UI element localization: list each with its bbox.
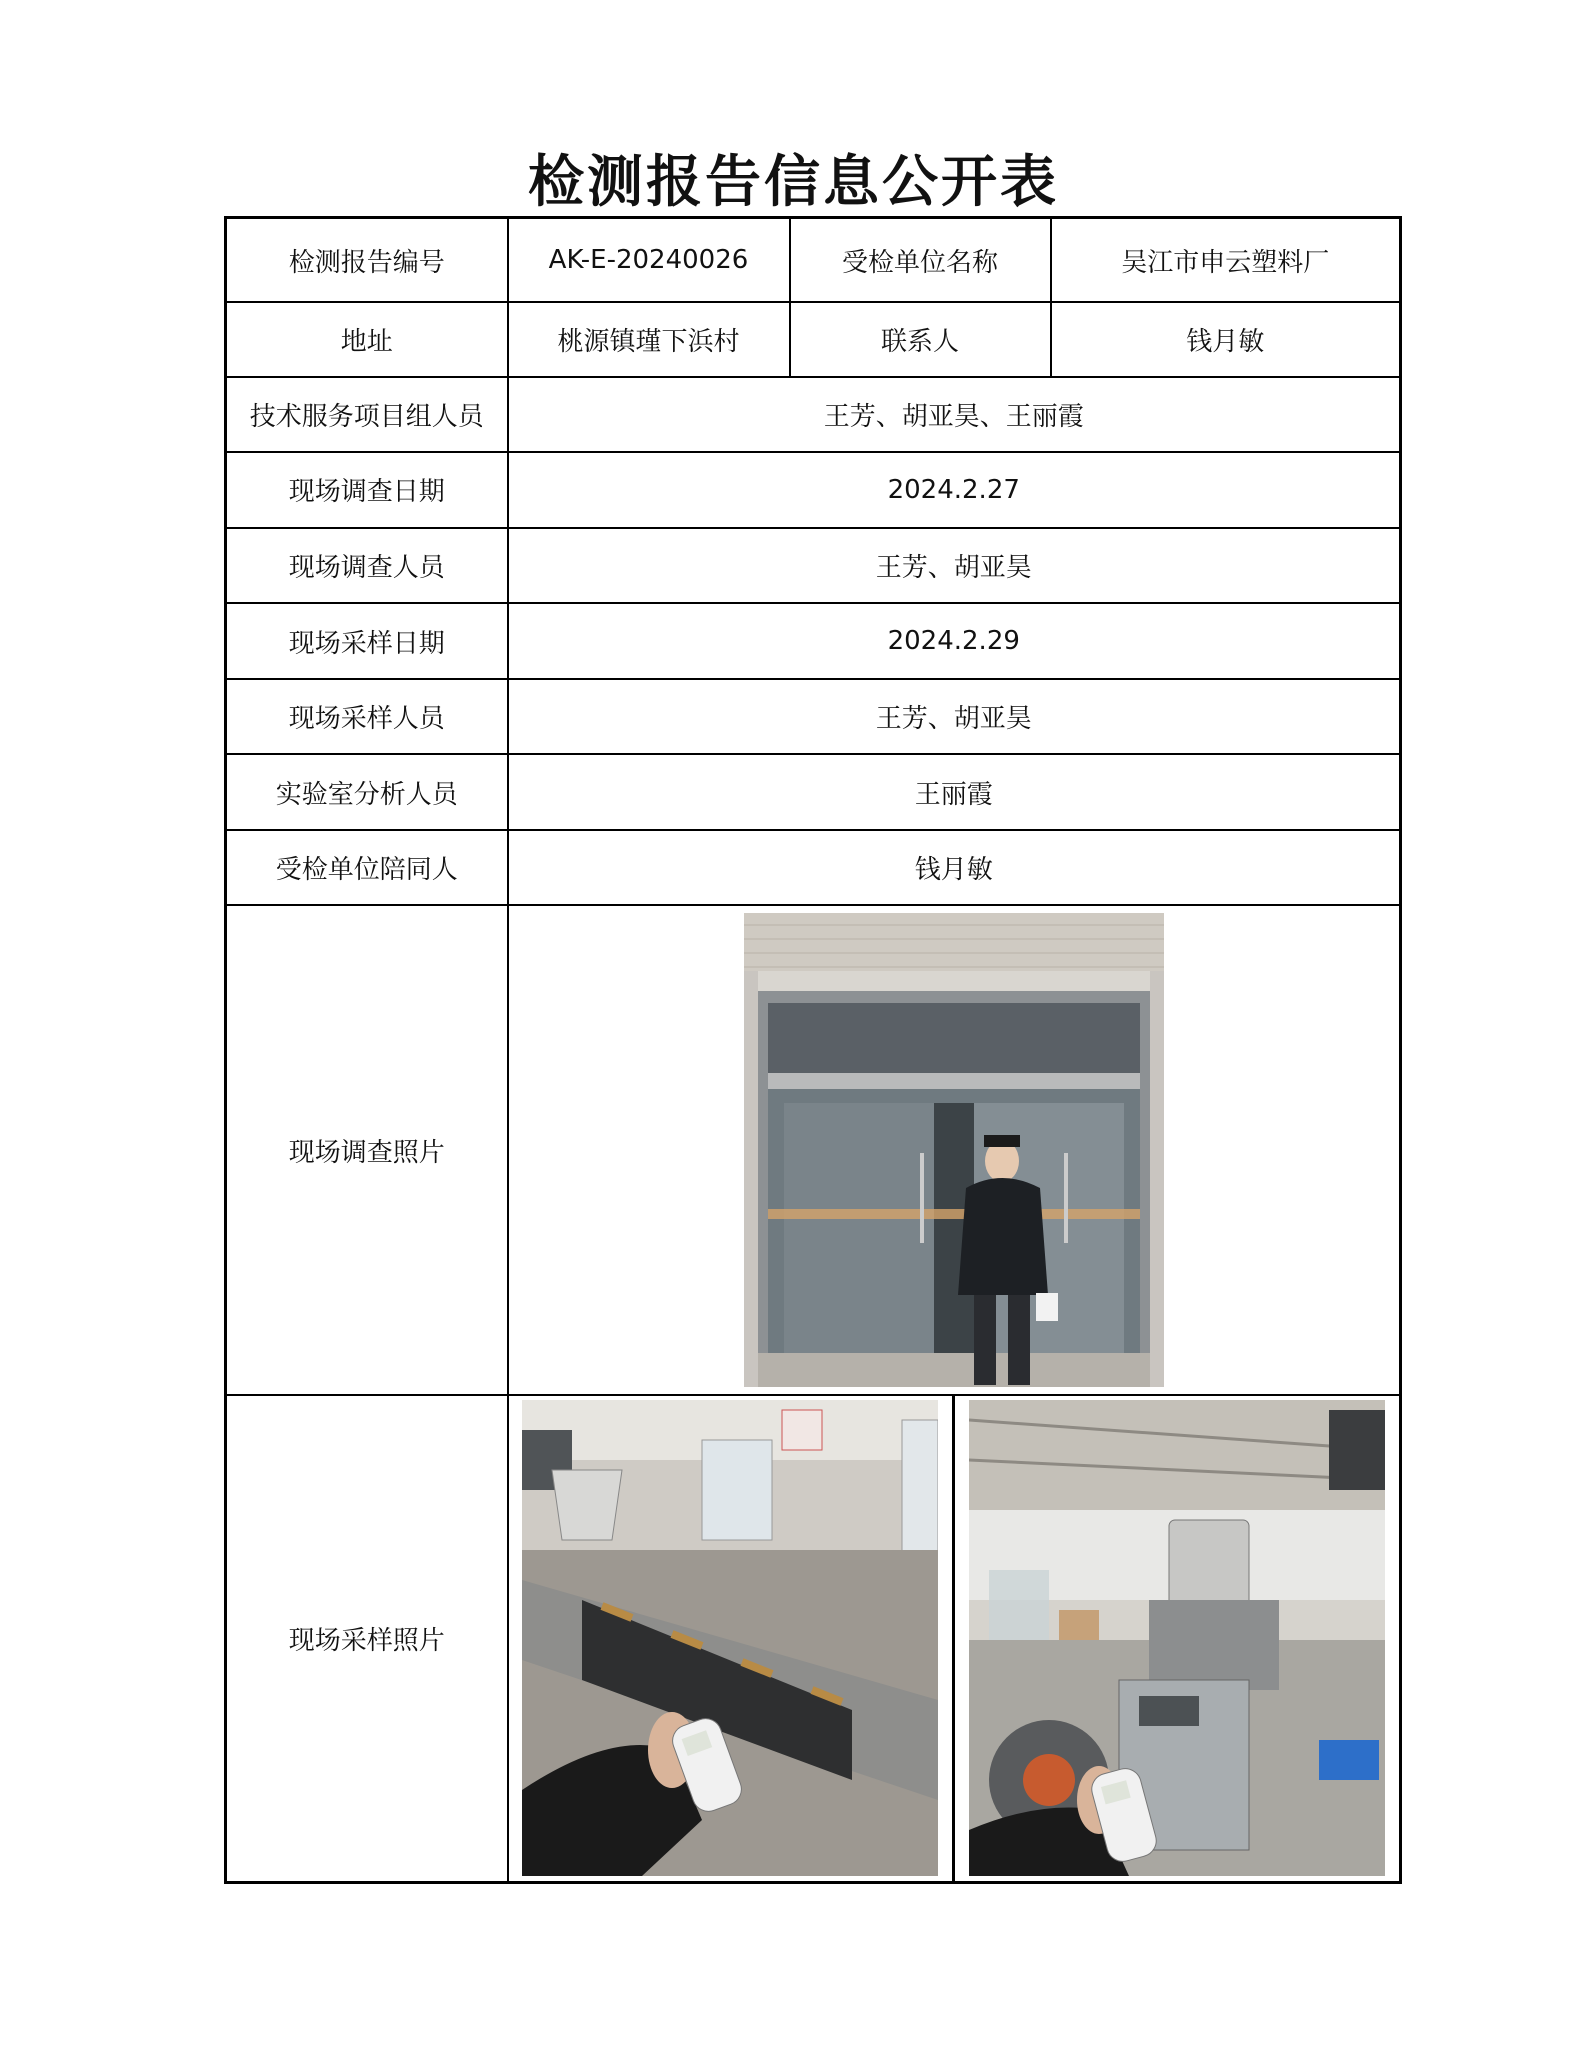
- table-row: [226, 302, 1401, 377]
- sampling-photo-label: 现场采样照片: [226, 1395, 508, 1883]
- survey-date-label: 现场调查日期: [226, 452, 508, 528]
- sampling-photo-left-image: [522, 1400, 938, 1876]
- contact-value: 钱月敏: [1051, 302, 1401, 377]
- table-row: [226, 528, 1401, 604]
- report-info-table: [224, 216, 1402, 1884]
- lab-staff-value: 王丽霞: [508, 754, 1401, 830]
- sampling-photo-right: [969, 1400, 1385, 1876]
- sampling-photo-pair: [509, 1396, 1400, 1881]
- table-row: [226, 679, 1401, 755]
- survey-photo-image: [744, 913, 1164, 1387]
- team-value: 王芳、胡亚昊、王丽霞: [508, 377, 1401, 453]
- table-row: [226, 377, 1401, 453]
- sampling-photo-left: [522, 1400, 938, 1876]
- survey-photo-label: 现场调查照片: [226, 905, 508, 1395]
- table-row: [226, 452, 1401, 528]
- survey-staff-value: 王芳、胡亚昊: [508, 528, 1401, 604]
- report-no-label: 检测报告编号: [226, 218, 508, 303]
- sampling-date-value: 2024.2.29: [508, 603, 1401, 679]
- survey-staff-label: 现场调查人员: [226, 528, 508, 604]
- address-label: 地址: [226, 302, 508, 377]
- survey-date-value: 2024.2.27: [508, 452, 1401, 528]
- table-row: [226, 830, 1401, 906]
- report-no-value: AK-E-20240026: [508, 218, 790, 303]
- survey-photo: [744, 913, 1164, 1387]
- table-row: [226, 218, 1401, 303]
- sampling-photo-right-image: [969, 1400, 1385, 1876]
- sampling-date-label: 现场采样日期: [226, 603, 508, 679]
- sampling-staff-label: 现场采样人员: [226, 679, 508, 755]
- sampling-photo-left-cell: [509, 1396, 953, 1881]
- lab-staff-label: 实验室分析人员: [226, 754, 508, 830]
- sampling-photo-cell: [508, 1395, 1401, 1883]
- unit-value: 吴江市申云塑料厂: [1051, 218, 1401, 303]
- sampling-staff-value: 王芳、胡亚昊: [508, 679, 1401, 755]
- survey-photo-cell: [508, 905, 1401, 1395]
- escort-value: 钱月敏: [508, 830, 1401, 906]
- address-value: 桃源镇瑾下浜村: [508, 302, 790, 377]
- escort-label: 受检单位陪同人: [226, 830, 508, 906]
- sampling-photo-right-cell: [952, 1396, 1399, 1881]
- page-title: 检测报告信息公开表: [528, 149, 1059, 215]
- table-row: [226, 1395, 1401, 1883]
- unit-label: 受检单位名称: [790, 218, 1051, 303]
- table-row: [226, 905, 1401, 1395]
- contact-label: 联系人: [790, 302, 1051, 377]
- team-label: 技术服务项目组人员: [226, 377, 508, 453]
- table-row: [226, 754, 1401, 830]
- table-row: [226, 603, 1401, 679]
